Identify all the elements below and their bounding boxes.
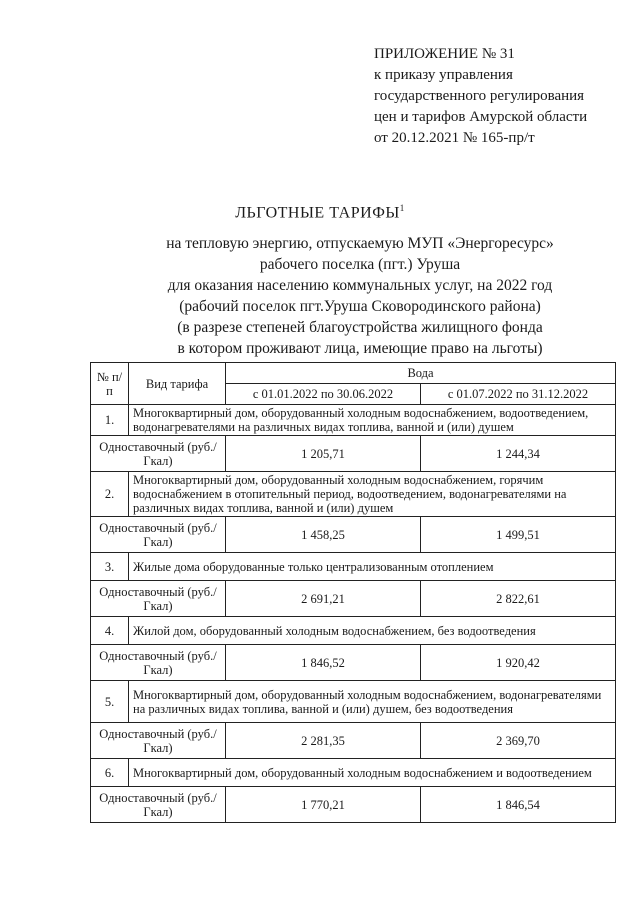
row-number: 1. <box>91 405 129 436</box>
tariff-value-period-1: 1 205,71 <box>226 436 421 472</box>
subtitle-line: (рабочий поселок пгт.Уруша Сковородинского района) <box>179 298 541 315</box>
row-number: 2. <box>91 472 129 517</box>
tariff-value-period-1: 1 770,21 <box>226 787 421 823</box>
appendix-line: к приказу управления <box>374 67 513 83</box>
table-header-row <box>91 363 616 384</box>
document-title-text: ЛЬГОТНЫЕ ТАРИФЫ <box>235 204 400 222</box>
tariff-value-period-2: 1 920,42 <box>421 645 616 681</box>
appendix-line: цен и тарифов Амурской области <box>374 109 588 125</box>
subtitle-line: для оказания населению коммунальных услуг, на 2022 год <box>167 277 553 294</box>
table-row-values <box>91 723 616 759</box>
document-title <box>0 203 640 222</box>
row-description: Многоквартирный дом, оборудованный холодным водоснабжением, водоотведением, водонагревателями на различных видах топлива, ванной и (или) душем <box>129 405 616 436</box>
row-number: 6. <box>91 759 129 787</box>
appendix-block <box>374 44 624 149</box>
tariff-label: Одноставочный (руб./Гкал) <box>91 787 226 823</box>
table-row-values <box>91 787 616 823</box>
subtitle-line: в котором проживают лица, имеющие право на льготы) <box>177 340 543 357</box>
tariff-value-period-2: 1 244,34 <box>421 436 616 472</box>
table-row-description <box>91 759 616 787</box>
tariffs-table <box>90 362 616 823</box>
subtitle-line: на тепловую энергию, отпускаемую МУП «Энергоресурс» <box>166 235 554 252</box>
tariff-label: Одноставочный (руб./Гкал) <box>91 645 226 681</box>
row-description: Многоквартирный дом, оборудованный холодным водоснабжением, горячим водоснабжением в отопительный период, водоотведением, водонагревателями на различных видах топлива, ванной и (или) душем <box>129 472 616 517</box>
subtitle-line: (в разрезе степеней благоустройства жилищного фонда <box>177 319 543 336</box>
row-description: Жилые дома оборудованные только централизованным отоплением <box>129 553 616 581</box>
row-description: Многоквартирный дом, оборудованный холодным водоснабжением, водонагревателями на различных видах топлива, ванной и (или) душем, без водоотведения <box>129 681 616 723</box>
tariff-label: Одноставочный (руб./Гкал) <box>91 517 226 553</box>
table-row-description <box>91 405 616 436</box>
tariff-value-period-2: 1 499,51 <box>421 517 616 553</box>
header-group-water: Вода <box>226 363 616 384</box>
tariff-value-period-1: 1 458,25 <box>226 517 421 553</box>
document-subtitle <box>120 233 600 359</box>
tariff-value-period-2: 2 822,61 <box>421 581 616 617</box>
row-number: 3. <box>91 553 129 581</box>
table-row-values <box>91 517 616 553</box>
table-row-description <box>91 681 616 723</box>
header-period-2: с 01.07.2022 по 31.12.2022 <box>421 384 616 405</box>
table-row-values <box>91 436 616 472</box>
tariff-label: Одноставочный (руб./Гкал) <box>91 436 226 472</box>
appendix-line: ПРИЛОЖЕНИЕ № 31 <box>374 46 515 62</box>
header-period-1: с 01.01.2022 по 30.06.2022 <box>226 384 421 405</box>
subtitle-line: рабочего поселка (пгт.) Уруша <box>259 256 461 273</box>
row-number: 4. <box>91 617 129 645</box>
tariff-label: Одноставочный (руб./Гкал) <box>91 723 226 759</box>
appendix-line: государственного регулирования <box>374 88 585 104</box>
tariff-value-period-2: 2 369,70 <box>421 723 616 759</box>
table-row-values <box>91 645 616 681</box>
tariff-value-period-2: 1 846,54 <box>421 787 616 823</box>
tariff-value-period-1: 2 281,35 <box>226 723 421 759</box>
header-tariff-type: Вид тарифа <box>129 363 226 405</box>
tariff-value-period-1: 2 691,21 <box>226 581 421 617</box>
row-description: Жилой дом, оборудованный холодным водоснабжением, без водоотведения <box>129 617 616 645</box>
footnote-mark: 1 <box>399 203 405 213</box>
header-num: № п/п <box>91 363 129 405</box>
tariff-value-period-1: 1 846,52 <box>226 645 421 681</box>
table-row-values <box>91 581 616 617</box>
appendix-line: от 20.12.2021 № 165-пр/т <box>374 130 535 146</box>
table-row-description <box>91 472 616 517</box>
tariff-label: Одноставочный (руб./Гкал) <box>91 581 226 617</box>
row-number: 5. <box>91 681 129 723</box>
row-description: Многоквартирный дом, оборудованный холодным водоснабжением и водоотведением <box>129 759 616 787</box>
table-row-description <box>91 617 616 645</box>
table-row-description <box>91 553 616 581</box>
